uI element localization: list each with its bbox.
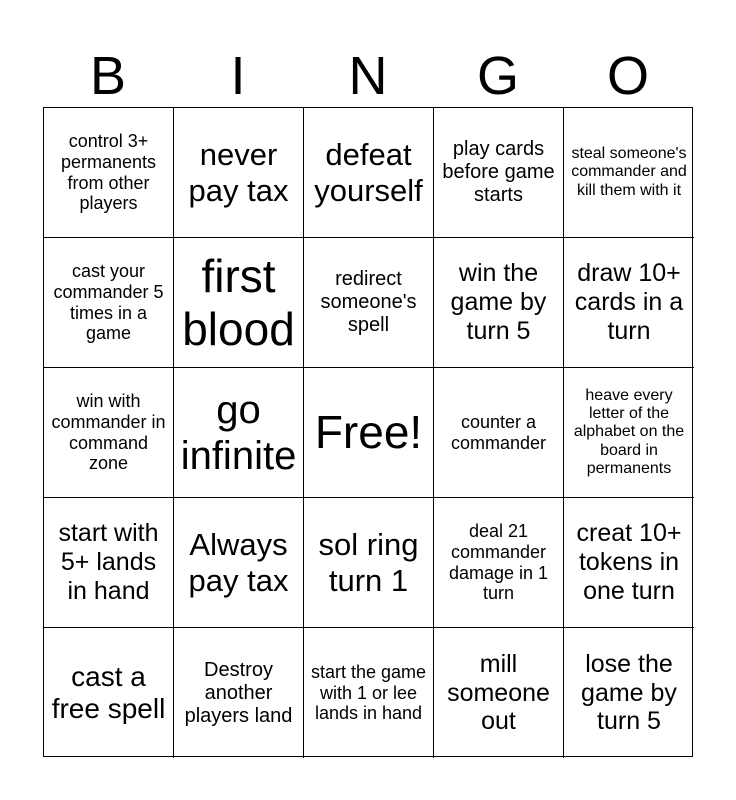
cell-text: defeat yourself <box>314 136 423 208</box>
header-letter-o: O <box>606 46 649 106</box>
bingo-cell[interactable] <box>434 628 564 758</box>
cell-text: draw 10+ cards in a turn <box>574 259 684 345</box>
bingo-cell[interactable] <box>44 498 174 628</box>
bingo-grid <box>43 107 693 757</box>
cell-text: win the game by turn 5 <box>450 259 547 345</box>
bingo-cell[interactable] <box>304 498 434 628</box>
bingo-cell[interactable] <box>44 238 174 368</box>
cell-text: Always pay tax <box>188 526 289 598</box>
bingo-cell[interactable] <box>174 108 304 238</box>
bingo-cell[interactable] <box>564 368 694 498</box>
cell-text: creat 10+ tokens in one turn <box>576 519 682 605</box>
cell-text: control 3+ permanents from other players <box>60 131 157 214</box>
bingo-cell[interactable] <box>44 628 174 758</box>
bingo-cell[interactable] <box>174 238 304 368</box>
cell-text: cast a free spell <box>51 660 166 724</box>
cell-text: play cards before game starts <box>442 138 555 206</box>
cell-text: cast your commander 5 times in a game <box>53 261 164 344</box>
cell-text: first blood <box>182 249 295 355</box>
cell-text: redirect someone's spell <box>320 268 417 336</box>
bingo-cell[interactable] <box>564 628 694 758</box>
bingo-cell[interactable] <box>174 498 304 628</box>
header-letter-i: I <box>230 46 246 106</box>
bingo-cell[interactable] <box>434 238 564 368</box>
header-letter-b: B <box>89 46 127 106</box>
bingo-cell[interactable] <box>44 108 174 238</box>
cell-text: counter a commander <box>450 411 547 453</box>
free-space[interactable] <box>304 368 434 498</box>
cell-text: start with 5+ lands in hand <box>58 519 159 605</box>
cell-text: steal someone's commander and kill them with it <box>571 144 687 199</box>
bingo-cell[interactable] <box>174 628 304 758</box>
bingo-cell[interactable] <box>564 238 694 368</box>
bingo-header <box>43 45 693 107</box>
cell-text: win with commander in command zone <box>51 391 166 474</box>
bingo-cell[interactable] <box>434 108 564 238</box>
bingo-cell[interactable] <box>564 108 694 238</box>
bingo-cell[interactable] <box>304 628 434 758</box>
bingo-cell[interactable] <box>304 108 434 238</box>
bingo-cell[interactable] <box>174 368 304 498</box>
cell-text: go infinite <box>180 387 297 478</box>
cell-text: lose the game by turn 5 <box>581 649 677 736</box>
bingo-cell[interactable] <box>434 368 564 498</box>
header-letter-n: N <box>348 46 388 106</box>
cell-text: start the game with 1 or lee lands in hand <box>310 661 427 724</box>
bingo-cell[interactable] <box>304 238 434 368</box>
cell-text: heave every letter of the alphabet on the board in permanents <box>573 386 685 478</box>
cell-text: Destroy another players land <box>184 658 293 727</box>
free-space-text: Free! <box>314 406 423 459</box>
cell-text: deal 21 commander damage in 1 turn <box>448 521 549 604</box>
bingo-cell[interactable] <box>44 368 174 498</box>
bingo-cell[interactable] <box>564 498 694 628</box>
bingo-cell[interactable] <box>434 498 564 628</box>
cell-text: mill someone out <box>447 649 550 736</box>
cell-text: sol ring turn 1 <box>318 526 419 598</box>
header-letter-g: G <box>476 46 519 106</box>
cell-text: never pay tax <box>188 136 289 208</box>
